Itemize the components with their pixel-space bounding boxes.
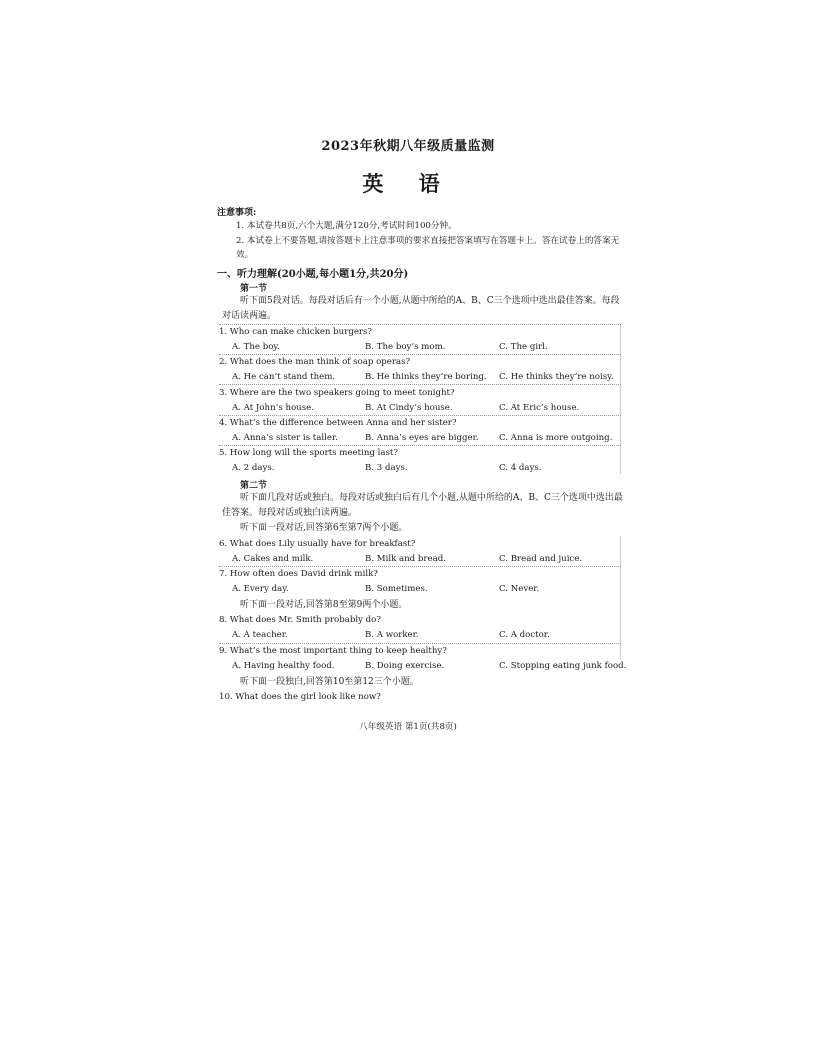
notes-heading: 注意事项: xyxy=(217,208,257,218)
part2-lead-3: 听下面一段独白,回答第10至第12三个小题。 xyxy=(240,677,419,687)
q1-option-a: A. The boy. xyxy=(232,342,280,352)
part1-instruction: 听下面5段对话。每段对话后有一个小题,从题中所给的A、B、C三个选项中选出最佳答案。每段对话读两遍。 xyxy=(222,296,620,321)
q5-option-a: A. 2 days. xyxy=(232,463,275,473)
note-item-2: 2. 本试卷上不要答题,请按答题卡上注意事项的要求直接把答案填写在答题卡上。答在试卷上的答案无效。 xyxy=(236,236,620,260)
q6-option-c: C. Bread and juice. xyxy=(499,554,583,564)
page-footer: 八年级英语 第1页(共8页) xyxy=(359,722,457,732)
divider xyxy=(219,643,621,644)
divider xyxy=(219,384,621,385)
divider xyxy=(219,415,621,416)
part2-instruction: 听下面几段对话或独白。每段对话或独白后有几个小题,从题中所给的A、B、C三个选项中选出最佳答案。每段对话或独白读两遍。 xyxy=(222,493,623,518)
divider xyxy=(219,445,621,446)
q9-option-c: C. Stopping eating junk food. xyxy=(499,661,627,671)
exam-title: 2023年秋期八年级质量监测 xyxy=(321,139,495,154)
q9-option-b: B. Doing exercise. xyxy=(365,661,445,671)
q2-option-b: B. He thinks they’re boring. xyxy=(365,372,487,382)
note-item-1: 1. 本试卷共8页,六个大题,满分120分,考试时间100分钟。 xyxy=(236,221,457,231)
q4-option-c: C. Anna is more outgoing. xyxy=(499,433,613,443)
question-5: 5. How long will the sports meeting last? xyxy=(219,448,398,458)
q2-option-c: C. He thinks they’re noisy. xyxy=(499,372,614,382)
part2-lead-2: 听下面一段对话,回答第8至第9两个小题。 xyxy=(240,600,408,610)
q3-option-b: B. At Cindy’s house. xyxy=(365,403,453,413)
question-8: 8. What does Mr. Smith probably do? xyxy=(219,615,381,625)
q1-option-c: C. The girl. xyxy=(499,342,548,352)
question-9: 9. What’s the most important thing to keep healthy? xyxy=(219,646,447,656)
q8-option-b: B. A worker. xyxy=(365,630,419,640)
q4-option-a: A. Anna’s sister is taller. xyxy=(232,433,338,443)
block-border xyxy=(620,324,621,474)
question-1: 1. Who can make chicken burgers? xyxy=(219,327,373,337)
part2-lead-1: 听下面一段对话,回答第6至第7两个小题。 xyxy=(240,523,408,533)
part1-heading: 第一节 xyxy=(240,284,268,294)
divider xyxy=(219,566,621,567)
q3-option-c: C. At Eric’s house. xyxy=(499,403,580,413)
subject-title: 英 语 xyxy=(362,171,454,196)
q7-option-b: B. Sometimes. xyxy=(365,584,428,594)
divider xyxy=(219,324,621,325)
question-4: 4. What’s the difference between Anna and her sister? xyxy=(219,418,457,428)
divider xyxy=(219,354,621,355)
question-7: 7. How often does David drink milk? xyxy=(219,569,378,579)
question-6: 6. What does Lily usually have for breakfast? xyxy=(219,539,416,549)
question-2: 2. What does the man think of soap operas? xyxy=(219,357,411,367)
q3-option-a: A. At John’s house. xyxy=(232,403,314,413)
q4-option-b: B. Anna’s eyes are bigger. xyxy=(365,433,479,443)
q5-option-c: C. 4 days. xyxy=(499,463,542,473)
q1-option-b: B. The boy’s mom. xyxy=(365,342,446,352)
q8-option-c: C. A doctor. xyxy=(499,630,550,640)
q2-option-a: A. He can’t stand them. xyxy=(232,372,336,382)
q6-option-a: A. Cakes and milk. xyxy=(232,554,314,564)
block-border xyxy=(620,536,621,660)
question-3: 3. Where are the two speakers going to meet tonight? xyxy=(219,388,455,398)
q8-option-a: A. A teacher. xyxy=(232,630,288,640)
q6-option-b: B. Milk and bread. xyxy=(365,554,446,564)
q5-option-b: B. 3 days. xyxy=(365,463,408,473)
part2-heading: 第二节 xyxy=(240,481,268,491)
section-heading: 一、听力理解(20小题,每小题1分,共20分) xyxy=(217,269,409,280)
q7-option-c: C. Never. xyxy=(499,584,540,594)
question-10: 10. What does the girl look like now? xyxy=(219,692,381,702)
q7-option-a: A. Every day. xyxy=(232,584,289,594)
q9-option-a: A. Having healthy food. xyxy=(232,661,335,671)
